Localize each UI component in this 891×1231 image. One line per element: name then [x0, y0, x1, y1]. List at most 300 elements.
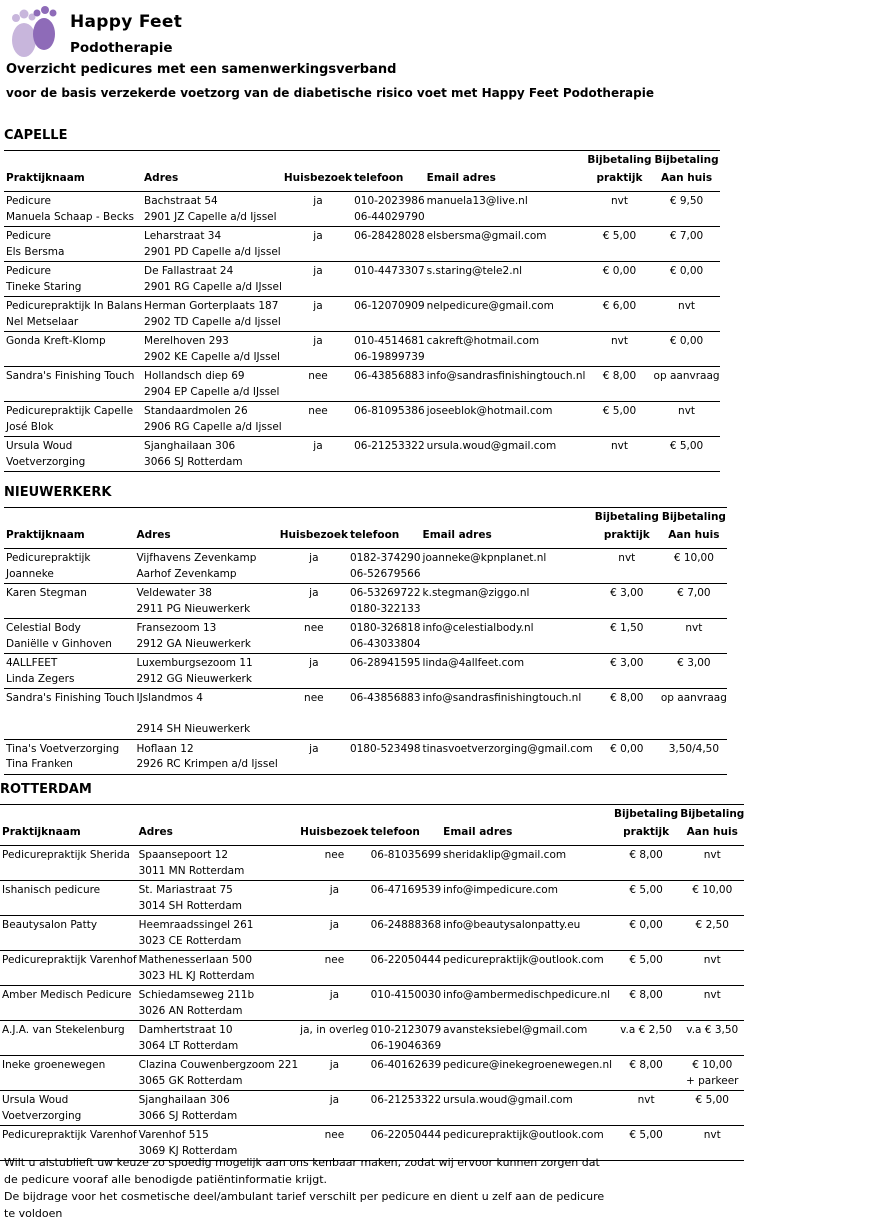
fee-home	[678, 986, 744, 1021]
fee-home	[678, 1056, 744, 1091]
table-row	[4, 654, 727, 689]
col-header-visit: Huisbezoek	[283, 172, 353, 184]
address	[142, 262, 282, 297]
cell-line: 010-2123079	[370, 1024, 442, 1036]
cell-line: Hoflaan 12	[136, 742, 194, 755]
table-row	[0, 846, 744, 881]
fee-practice: v.a € 2,50	[620, 1024, 673, 1036]
footer-line: Wilt u alstublieft uw keuze zo spoedig mogelijk aan ons kenbaar maken, zodat wij ervoor kunnen zorgen dat	[4, 1156, 600, 1169]
practice-name	[4, 549, 134, 584]
cell-line: 06-43033804	[349, 637, 421, 650]
happy-feet-logo	[4, 4, 66, 62]
cell-line: Clazina Couwenbergzoom 221	[138, 1059, 299, 1071]
fee-practice: € 5,00	[629, 1129, 663, 1141]
practice-name	[4, 437, 142, 472]
cell-line	[2, 934, 137, 950]
cell-line: Voetverzorging	[6, 455, 86, 468]
header-line: praktijk	[623, 826, 670, 838]
home-visit: ja	[309, 587, 319, 599]
cell-line: Heemraadssingel 261	[138, 919, 254, 931]
header-row	[0, 805, 744, 846]
address	[137, 916, 299, 951]
col-header-fee-practice	[612, 805, 678, 846]
fee-home-value: € 10,00	[673, 552, 714, 564]
header-line: Aan huis	[660, 172, 713, 184]
cell-line: Pedicurepraktijk Capelle	[6, 405, 134, 417]
fee-home	[659, 654, 727, 689]
table-row	[4, 192, 720, 227]
cell-line: 06-22050444	[370, 1129, 442, 1141]
address	[137, 846, 299, 881]
fee-practice: € 0,00	[610, 742, 644, 755]
phone	[369, 1056, 442, 1091]
address	[137, 951, 299, 986]
phone	[352, 367, 425, 402]
cell-line: Pedicurepraktijk Sherida	[2, 849, 130, 861]
cell-line: Tina's Voetverzorging	[6, 742, 120, 755]
fee-home	[652, 402, 720, 437]
cell-line: De Fallastraat 24	[144, 265, 234, 277]
cell-line: Joanneke	[6, 567, 54, 580]
practice-table	[4, 507, 727, 775]
fee-home	[652, 367, 720, 402]
fee-home-value: nvt	[703, 849, 721, 861]
fee-home	[678, 846, 744, 881]
cell-line	[136, 707, 277, 723]
practice-name	[4, 227, 142, 262]
cell-line: Fransezoom 13	[136, 622, 217, 634]
cell-line: 2912 GA Nieuwerkerk	[136, 637, 251, 650]
phone	[352, 297, 425, 332]
cell-line: 06-21253322	[370, 1094, 442, 1106]
practice-name	[4, 297, 142, 332]
fee-home-value: v.a € 3,50	[686, 1024, 739, 1036]
table-row	[0, 1091, 744, 1126]
fee-home-value: € 7,00	[677, 587, 711, 599]
cell-line	[6, 722, 134, 738]
address	[142, 227, 282, 262]
cell-line: Sandra's Finishing Touch	[6, 370, 135, 382]
cell-line: 06-81035699	[370, 849, 442, 861]
header-line: Bijbetaling	[680, 808, 745, 820]
fee-practice: € 0,00	[629, 919, 663, 931]
email-link[interactable]: info@sandrasfinishingtouch.nl	[422, 692, 582, 704]
cell-line: Mathenesserlaan 500	[138, 954, 253, 966]
email-link[interactable]: nelpedicure@gmail.com	[426, 300, 554, 312]
address	[134, 549, 277, 584]
home-visit: nee	[324, 1129, 345, 1141]
cell-line: 3069 KJ Rotterdam	[138, 1144, 238, 1157]
practice-table	[0, 804, 744, 1161]
fee-practice: nvt	[610, 335, 628, 347]
email-link[interactable]: info@sandrasfinishingtouch.nl	[426, 370, 586, 382]
address	[134, 584, 277, 619]
cell-line: Tina Franken	[6, 758, 73, 770]
intro-line-2: voor de basis verzekerde voetzorg van de diabetische risico voet met Happy Feet Podotherapie	[6, 86, 654, 100]
cell-line: 3066 SJ Rotterdam	[138, 1109, 238, 1122]
fee-home	[678, 1091, 744, 1126]
fee-home	[652, 332, 720, 367]
col-header-name: Praktijknaam	[2, 826, 81, 838]
header-line: Bijbetaling	[594, 511, 659, 523]
practice-name	[4, 619, 134, 654]
address	[137, 1091, 299, 1126]
home-visit: ja	[313, 195, 323, 207]
address	[142, 297, 282, 332]
table-row	[4, 549, 727, 584]
fee-home-value: nvt	[703, 954, 721, 966]
practice-name	[4, 367, 142, 402]
home-visit: ja	[309, 742, 319, 755]
practice-name	[0, 1021, 137, 1056]
cell-line: Pedicure	[6, 230, 51, 242]
header-line: Bijbetaling	[654, 154, 719, 166]
table-row	[4, 437, 720, 472]
col-header-phone: telefoon	[370, 826, 420, 838]
cell-line: 3014 SH Rotterdam	[138, 899, 242, 912]
practice-name	[4, 654, 134, 689]
address	[142, 192, 282, 227]
fee-practice: € 3,00	[610, 657, 644, 669]
cell-line	[2, 899, 137, 915]
fee-practice: € 8,00	[629, 849, 663, 861]
cell-line: Luxemburgsezoom 11	[136, 657, 253, 669]
phone	[352, 332, 425, 367]
email-link[interactable]: info@ambermedischpedicure.nl	[443, 989, 611, 1001]
fee-practice: € 1,50	[610, 622, 644, 634]
cell-line: 2902 KE Capelle a/d IJssel	[144, 350, 280, 363]
cell-line: 06-43856883	[349, 692, 421, 704]
cell-line: Els Bersma	[6, 245, 65, 258]
cell-line: Ineke groenewegen	[2, 1059, 106, 1071]
intro-line-1: Overzicht pedicures met een samenwerkingsverband	[6, 62, 397, 77]
home-visit: nee	[324, 849, 345, 861]
fee-practice: € 5,00	[629, 884, 663, 896]
phone	[369, 846, 442, 881]
brand-name: Happy Feet	[70, 12, 183, 32]
fee-home-note: + parkeer	[686, 1074, 739, 1087]
cell-line: 06-19046369	[370, 1039, 442, 1052]
home-visit: nee	[308, 405, 328, 417]
cell-line: Schiedamseweg 211b	[138, 989, 255, 1001]
phone	[348, 689, 421, 740]
practice-name	[4, 584, 134, 619]
address	[137, 986, 299, 1021]
phone	[352, 227, 425, 262]
cell-line: 010-4473307	[354, 265, 425, 277]
header-line: Bijbetaling	[614, 808, 679, 820]
phone	[348, 619, 421, 654]
email-link[interactable]: ursula.woud@gmail.com	[426, 440, 557, 452]
cell-line: Hollandsch diep 69	[144, 370, 245, 382]
fee-home-value: € 5,00	[669, 440, 704, 452]
fee-home	[659, 584, 727, 619]
email-link[interactable]: linda@4allfeet.com	[422, 657, 525, 669]
fee-home-value: € 10,00	[692, 1059, 733, 1071]
cell-line: 0182-374290	[349, 552, 421, 564]
cell-line: 2906 RG Capelle a/d Ijssel	[144, 420, 282, 433]
cell-line	[2, 1074, 137, 1090]
header-row	[4, 151, 720, 192]
table-row	[4, 227, 720, 262]
fee-home	[652, 262, 720, 297]
cell-line: Pedicurepraktijk Varenhof	[2, 954, 137, 966]
cell-line: 06-44029790	[354, 210, 425, 223]
fee-home-value: € 2,50	[695, 919, 729, 931]
home-visit: ja	[313, 265, 323, 277]
email-link[interactable]: tinasvoetverzorging@gmail.com	[422, 742, 593, 755]
phone	[352, 437, 425, 472]
cell-line: 3064 LT Rotterdam	[138, 1039, 239, 1052]
fee-home-value: € 5,00	[695, 1094, 729, 1106]
address	[142, 332, 282, 367]
fee-home-value: € 10,00	[692, 884, 733, 896]
phone	[352, 262, 425, 297]
fee-home	[678, 916, 744, 951]
cell-line: 3023 CE Rotterdam	[138, 934, 242, 947]
cell-line: Aarhof Zevenkamp	[136, 567, 237, 580]
cell-line: Veldewater 38	[136, 587, 212, 599]
cell-line: Pedicure	[6, 195, 51, 207]
table-row	[4, 402, 720, 437]
address	[142, 402, 282, 437]
email-link[interactable]: pedicure@inekegroenewegen.nl	[443, 1059, 613, 1071]
fee-home	[678, 1021, 744, 1056]
cell-line: Amber Medisch Pedicure	[2, 989, 132, 1001]
fee-home-value: op aanvraag	[653, 370, 720, 382]
address	[137, 881, 299, 916]
cell-line: Spaansepoort 12	[138, 849, 229, 861]
cell-line: 0180-322133	[349, 602, 421, 615]
cell-line: Voetverzorging	[2, 1109, 82, 1122]
fee-home-value: € 9,50	[669, 195, 704, 207]
practice-name	[0, 846, 137, 881]
table-row	[4, 297, 720, 332]
footer-line: De bijdrage voor het cosmetische deel/ambulant tarief verschilt per pedicure en dient u zelf aan de pedicure	[4, 1190, 605, 1203]
cell-line: Ishanisch pedicure	[2, 884, 101, 896]
fee-practice: € 3,00	[610, 587, 644, 599]
col-header-address: Adres	[144, 172, 179, 184]
table-row	[0, 986, 744, 1021]
footer-line: te voldoen	[4, 1207, 63, 1220]
brand-subtitle: Podotherapie	[70, 40, 173, 56]
practice-table	[4, 150, 720, 472]
fee-practice: € 5,00	[629, 954, 663, 966]
email-link[interactable]: pedicurepraktijk@outlook.com	[443, 1129, 604, 1141]
home-visit: ja	[313, 440, 323, 452]
header-row	[4, 508, 727, 549]
fee-home	[659, 689, 727, 740]
cell-line: Linda Zegers	[6, 672, 75, 685]
col-header-address: Adres	[136, 529, 171, 541]
cell-line: 010-4514681	[354, 335, 425, 347]
cell-line: 06-47169539	[370, 884, 442, 896]
fee-home-value: nvt	[678, 405, 696, 417]
home-visit: nee	[304, 692, 324, 704]
fee-practice: € 6,00	[602, 300, 637, 312]
cell-line	[6, 350, 142, 366]
cell-line: 06-43856883	[354, 370, 425, 382]
email-link[interactable]: joanneke@kpnplanet.nl	[422, 552, 547, 564]
home-visit: nee	[308, 370, 328, 382]
email-link[interactable]: avansteksiebel@gmail.com	[443, 1024, 588, 1036]
email-link[interactable]: sheridaklip@gmail.com	[443, 849, 567, 861]
cell-line: 0180-523498	[349, 742, 421, 755]
cell-line: 3011 MN Rotterdam	[138, 864, 245, 877]
cell-line: Gonda Kreft-Klomp	[6, 335, 106, 347]
cell-line: 2911 PG Nieuwerkerk	[136, 602, 251, 615]
home-visit: ja	[309, 552, 319, 564]
cell-line: 06-28428028	[354, 230, 425, 242]
cell-line: Celestial Body	[6, 622, 81, 634]
fee-home	[659, 619, 727, 654]
fee-home	[652, 192, 720, 227]
header-line: praktijk	[603, 529, 650, 541]
home-visit: ja	[313, 300, 323, 312]
header-line: Bijbetaling	[661, 511, 726, 523]
fee-practice: nvt	[618, 552, 636, 564]
address	[142, 367, 282, 402]
col-header-visit: Huisbezoek	[279, 529, 348, 541]
email-link[interactable]: info@beautysalonpatty.eu	[443, 919, 581, 931]
fee-home-value: € 3,00	[677, 657, 711, 669]
home-visit: ja	[329, 989, 340, 1001]
fee-practice: € 8,00	[602, 370, 637, 382]
col-header-phone: telefoon	[354, 172, 404, 184]
cell-line	[6, 707, 134, 723]
cell-line: 2904 EP Capelle a/d IJssel	[144, 385, 280, 398]
col-header-email: Email adres	[422, 529, 492, 541]
table-row	[0, 1021, 744, 1056]
fee-practice: € 8,00	[629, 1059, 663, 1071]
cell-line: Merelhoven 293	[144, 335, 229, 347]
cell-line: Sandra's Finishing Touch	[6, 692, 135, 704]
cell-line: St. Mariastraat 75	[138, 884, 233, 896]
cell-line: Varenhof 515	[138, 1129, 209, 1141]
col-header-name: Praktijknaam	[6, 172, 85, 184]
cell-line: 010-2023986	[354, 195, 425, 207]
fee-home	[659, 549, 727, 584]
phone	[348, 584, 421, 619]
fee-practice: nvt	[610, 440, 628, 452]
cell-line: Ursula Woud	[6, 440, 73, 452]
email-link[interactable]: info@celestialbody.nl	[422, 622, 534, 634]
cell-line	[2, 1004, 137, 1020]
address	[134, 739, 277, 774]
cell-line: Ursula Woud	[2, 1094, 69, 1106]
col-header-visit: Huisbezoek	[300, 826, 369, 838]
cell-line: Pedicurepraktijk	[6, 552, 91, 564]
fee-home-value: nvt	[703, 1129, 721, 1141]
email-link[interactable]: k.stegman@ziggo.nl	[422, 587, 530, 599]
phone	[348, 739, 421, 774]
fee-home	[678, 881, 744, 916]
home-visit: ja	[313, 230, 323, 242]
cell-line: 2901 PD Capelle a/d Ijssel	[144, 245, 281, 258]
phone	[348, 549, 421, 584]
home-visit: nee	[304, 622, 324, 634]
home-visit: ja, in overleg	[300, 1024, 369, 1036]
col-header-fee-practice	[593, 508, 659, 549]
email-link[interactable]: elsbersma@gmail.com	[426, 230, 547, 242]
cell-line: 06-40162639	[370, 1059, 442, 1071]
cell-line: Daniëlle v Ginhoven	[6, 637, 112, 650]
email-link[interactable]: manuela13@live.nl	[426, 195, 528, 207]
fee-home-value: nvt	[703, 989, 721, 1001]
fee-home-value: nvt	[678, 300, 696, 312]
fee-home-value: € 0,00	[669, 265, 704, 277]
practice-name	[0, 916, 137, 951]
cell-line: 3065 GK Rotterdam	[138, 1074, 243, 1087]
table-row	[4, 332, 720, 367]
address	[142, 437, 282, 472]
home-visit: ja	[329, 919, 340, 931]
practice-name	[4, 192, 142, 227]
phone	[352, 402, 425, 437]
email-link[interactable]: cakreft@hotmail.com	[426, 335, 540, 347]
email-link[interactable]: ursula.woud@gmail.com	[443, 1094, 573, 1106]
fee-home-value: 3,50/4,50	[668, 742, 720, 755]
practice-name	[0, 881, 137, 916]
cell-line: 06-21253322	[354, 440, 425, 452]
fee-home	[659, 739, 727, 774]
table-row	[4, 367, 720, 402]
phone	[369, 916, 442, 951]
cell-line: 2926 RC Krimpen a/d Ijssel	[136, 758, 278, 770]
address	[134, 619, 277, 654]
fee-practice: € 5,00	[602, 230, 637, 242]
cell-line: Tineke Staring	[6, 280, 82, 293]
fee-practice: nvt	[610, 195, 628, 207]
fee-home	[678, 1126, 744, 1161]
cell-line: 2901 JZ Capelle a/d Ijssel	[144, 210, 277, 223]
address	[137, 1021, 299, 1056]
col-header-phone: telefoon	[349, 529, 400, 541]
home-visit: ja	[329, 1059, 340, 1071]
fee-home-value: € 7,00	[669, 230, 704, 242]
cell-line: 06-28941595	[349, 657, 421, 669]
cell-line: 2914 SH Nieuwerkerk	[136, 723, 251, 735]
email-link[interactable]: info@impedicure.com	[443, 884, 558, 896]
cell-line: Bachstraat 54	[144, 195, 218, 207]
phone	[352, 192, 425, 227]
phone	[369, 881, 442, 916]
table-row	[4, 262, 720, 297]
cell-line: Beautysalon Patty	[2, 919, 98, 931]
cell-line: Damhertstraat 10	[138, 1024, 233, 1036]
cell-line: 4ALLFEET	[6, 657, 58, 669]
table-row	[4, 619, 727, 654]
fee-home	[652, 297, 720, 332]
cell-line: 2912 GG Nieuwerkerk	[136, 672, 252, 685]
cell-line: Nel Metselaar	[6, 315, 79, 328]
table-row	[4, 739, 727, 774]
table-row	[4, 689, 727, 740]
phone	[369, 1021, 442, 1056]
cell-line: José Blok	[6, 420, 54, 433]
col-header-address: Adres	[138, 826, 173, 838]
email-link[interactable]: s.staring@tele2.nl	[426, 265, 523, 277]
cell-line: Herman Gorterplaats 187	[144, 300, 279, 312]
email-link[interactable]: joseeblok@hotmail.com	[426, 405, 553, 417]
col-header-fee-practice	[585, 151, 651, 192]
practice-name	[4, 402, 142, 437]
practice-name	[0, 986, 137, 1021]
address	[137, 1056, 299, 1091]
cell-line	[6, 602, 134, 618]
header-line: praktijk	[596, 172, 643, 184]
email-link[interactable]: pedicurepraktijk@outlook.com	[443, 954, 604, 966]
